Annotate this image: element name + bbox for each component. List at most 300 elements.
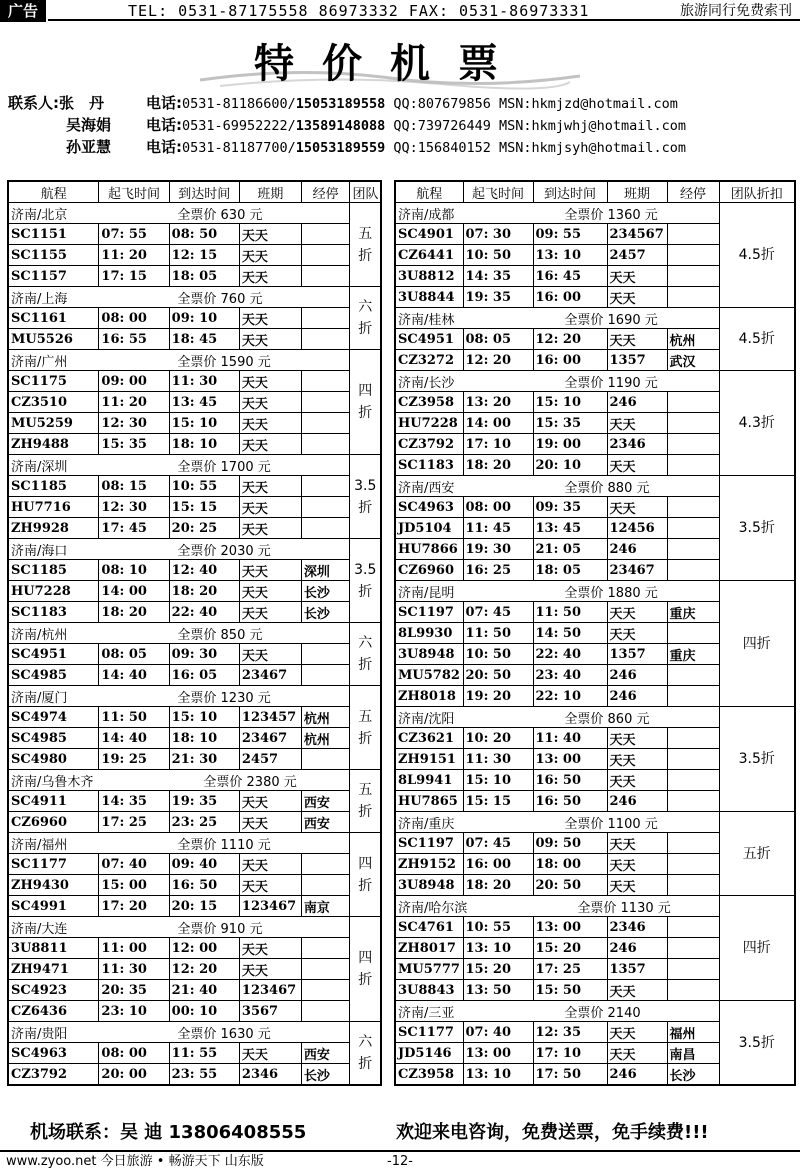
full-price: 全票价 1880 元: [564, 585, 658, 601]
flight-row: [8, 329, 381, 350]
group-discount: 六折: [350, 287, 381, 350]
arrival-time: 21: 05: [533, 539, 607, 560]
full-price: 全票价 760 元: [177, 291, 263, 307]
departure-time: 13: 50: [463, 980, 533, 1001]
departure-time: 17: 45: [99, 518, 169, 539]
stopover: 杭州: [301, 707, 350, 728]
schedule: 天天: [607, 770, 667, 791]
stopover: 福州: [667, 1022, 719, 1043]
departure-time: 15: 10: [463, 770, 533, 791]
flight-number: ZH9151: [395, 749, 463, 770]
flight-number: SC1197: [395, 602, 463, 623]
arrival-time: 09: 10: [169, 308, 239, 329]
flight-number: MU5526: [8, 329, 99, 350]
schedule: 天天: [239, 875, 301, 896]
schedule: 天天: [239, 476, 301, 497]
route-name: 济南/乌鲁木齐: [11, 774, 94, 790]
flight-number: JD5146: [395, 1043, 463, 1064]
schedule: 1357: [607, 350, 667, 371]
schedule: 123467: [239, 980, 301, 1001]
departure-time: 08: 00: [99, 308, 169, 329]
route-row: [395, 896, 795, 917]
arrival-time: 13: 45: [169, 392, 239, 413]
schedule: 12456: [607, 518, 667, 539]
departure-time: 11: 45: [463, 518, 533, 539]
stopover: [301, 392, 350, 413]
arrival-time: 13: 00: [533, 749, 607, 770]
stopover: [667, 560, 719, 581]
schedule: 天天: [239, 959, 301, 980]
route-name: 济南/沈阳: [398, 711, 455, 727]
ad-label: 广告: [0, 0, 46, 22]
flight-row: [8, 392, 381, 413]
route-row: [8, 539, 381, 560]
arrival-time: 20: 50: [533, 875, 607, 896]
departure-time: 12: 30: [99, 413, 169, 434]
flight-row: [8, 896, 381, 917]
arrival-time: 08: 50: [169, 224, 239, 245]
flight-number: JD5104: [395, 518, 463, 539]
flight-number: ZH9430: [8, 875, 99, 896]
left-fare-table: [7, 180, 382, 1086]
departure-time: 14: 00: [463, 413, 533, 434]
flight-number: SC1183: [8, 602, 99, 623]
stopover: [667, 665, 719, 686]
stopover: [667, 392, 719, 413]
flight-number: SC1151: [8, 224, 99, 245]
route-row: [8, 686, 381, 707]
arrival-time: 22: 10: [533, 686, 607, 707]
route-cell: [395, 371, 719, 392]
departure-time: 19: 20: [463, 686, 533, 707]
stopover: 深圳: [301, 560, 350, 581]
full-price: 全票价 910 元: [177, 921, 263, 937]
schedule: 天天: [607, 266, 667, 287]
flight-number: MU5782: [395, 665, 463, 686]
schedule: 天天: [607, 875, 667, 896]
column-header: 航程: [8, 181, 99, 203]
full-price: 全票价 1360 元: [564, 207, 658, 223]
route-cell: [8, 770, 350, 791]
arrival-time: 18: 10: [169, 728, 239, 749]
flight-number: 3U8843: [395, 980, 463, 1001]
route-name: 济南/大连: [11, 921, 68, 937]
departure-time: 10: 50: [463, 245, 533, 266]
schedule: 天天: [239, 266, 301, 287]
route-cell: [8, 455, 350, 476]
stopover: [301, 329, 350, 350]
flight-row: [8, 749, 381, 770]
departure-time: 14: 00: [99, 581, 169, 602]
schedule: 2457: [239, 749, 301, 770]
schedule: 246: [607, 539, 667, 560]
full-price: 全票价 1100 元: [564, 816, 658, 832]
departure-time: 07: 40: [99, 854, 169, 875]
stopover: [667, 980, 719, 1001]
arrival-time: 21: 40: [169, 980, 239, 1001]
qq-number: QQ:739726449: [393, 118, 491, 134]
arrival-time: 20: 25: [169, 518, 239, 539]
flight-number: SC4985: [8, 728, 99, 749]
group-discount: 4.5折: [719, 308, 795, 371]
schedule: 天天: [239, 245, 301, 266]
route-row: [8, 917, 381, 938]
full-price: 全票价 1690 元: [564, 312, 658, 328]
schedule: 天天: [607, 728, 667, 749]
flight-row: [8, 266, 381, 287]
route-row: [395, 371, 795, 392]
route-name: 济南/杭州: [11, 627, 68, 643]
flight-row: [8, 245, 381, 266]
arrival-time: 15: 10: [169, 413, 239, 434]
full-price: 全票价 1110 元: [177, 837, 271, 853]
flight-number: SC1155: [8, 245, 99, 266]
schedule: 天天: [239, 392, 301, 413]
route-cell: [8, 1022, 350, 1043]
arrival-time: 23: 55: [169, 1064, 239, 1086]
arrival-time: 23: 40: [533, 665, 607, 686]
schedule: 天天: [239, 581, 301, 602]
departure-time: 08: 15: [99, 476, 169, 497]
stopover: [667, 749, 719, 770]
footer: [0, 1112, 800, 1148]
departure-time: 08: 05: [99, 644, 169, 665]
route-name: 济南/厦门: [11, 690, 68, 706]
schedule: 天天: [239, 308, 301, 329]
flight-row: [8, 413, 381, 434]
flight-number: SC1197: [395, 833, 463, 854]
column-header: 经停: [667, 181, 719, 203]
flight-row: [8, 875, 381, 896]
schedule: 2457: [607, 245, 667, 266]
arrival-time: 15: 35: [533, 413, 607, 434]
bottom-bar: [0, 1153, 800, 1171]
arrival-time: 11: 30: [169, 371, 239, 392]
route-name: 济南/桂林: [398, 312, 455, 328]
column-header: 经停: [301, 181, 350, 203]
departure-time: 15: 20: [463, 959, 533, 980]
flight-row: [8, 665, 381, 686]
group-discount: 3.5折: [719, 1001, 795, 1086]
route-row: [395, 812, 795, 833]
title-block: [180, 36, 600, 92]
full-price: 全票价 2140: [564, 1005, 641, 1021]
departure-time: 10: 20: [463, 728, 533, 749]
arrival-time: 16: 00: [533, 287, 607, 308]
arrival-time: 16: 50: [169, 875, 239, 896]
flight-number: CZ3510: [8, 392, 99, 413]
stopover: [301, 854, 350, 875]
msn-account: MSN:hkmjwhj@hotmail.com: [499, 118, 686, 134]
flight-number: SC1157: [8, 266, 99, 287]
header-contact: TEL: 0531-87175558 86973332 FAX: 0531-86973331: [128, 2, 590, 20]
group-discount: 五折: [350, 203, 381, 287]
flight-number: HU7865: [395, 791, 463, 812]
stopover: [667, 455, 719, 476]
header-slogan: 旅游同行免费索刊: [680, 3, 792, 19]
flight-row: [8, 581, 381, 602]
stopover: [301, 749, 350, 770]
msn-account: MSN:hkmjzd@hotmail.com: [499, 96, 678, 112]
stopover: [667, 959, 719, 980]
flight-number: ZH9152: [395, 854, 463, 875]
mobile-number: 15053189559: [295, 140, 386, 156]
arrival-time: 13: 10: [533, 245, 607, 266]
flight-number: CZ6436: [8, 1001, 99, 1022]
flight-number: 8L9930: [395, 623, 463, 644]
route-row: [395, 203, 795, 224]
route-row: [8, 287, 381, 308]
route-row: [8, 833, 381, 854]
stopover: [667, 728, 719, 749]
airport-contact: 机场联系：吴 迪 13806408555: [30, 1122, 307, 1143]
schedule: 天天: [607, 623, 667, 644]
departure-time: 11: 50: [99, 707, 169, 728]
route-name: 济南/广州: [11, 354, 68, 370]
flight-number: MU5777: [395, 959, 463, 980]
departure-time: 11: 20: [99, 245, 169, 266]
column-header: 起飞时间: [463, 181, 533, 203]
stopover: 西安: [301, 1043, 350, 1064]
route-row: [8, 455, 381, 476]
group-discount: 四折: [719, 581, 795, 707]
departure-time: 14: 40: [99, 728, 169, 749]
stopover: [301, 224, 350, 245]
arrival-time: 20: 15: [169, 896, 239, 917]
flight-number: CZ3792: [8, 1064, 99, 1086]
contact-name: 孙亚慧: [66, 138, 112, 156]
route-cell: [395, 812, 719, 833]
schedule: 23467: [607, 560, 667, 581]
flight-row: [8, 791, 381, 812]
full-price: 全票价 1590 元: [177, 354, 271, 370]
departure-time: 08: 00: [463, 497, 533, 518]
contact-name: 联系人:张 丹: [8, 94, 104, 112]
full-price: 全票价 860 元: [564, 711, 650, 727]
schedule: 246: [607, 791, 667, 812]
flight-number: CZ3272: [395, 350, 463, 371]
route-name: 济南/昆明: [398, 585, 455, 601]
departure-time: 11: 00: [99, 938, 169, 959]
departure-time: 13: 10: [463, 938, 533, 959]
route-cell: [8, 203, 350, 224]
route-name: 济南/北京: [11, 207, 68, 223]
stopover: [667, 518, 719, 539]
schedule: 天天: [607, 1022, 667, 1043]
stopover: [301, 413, 350, 434]
arrival-time: 23: 25: [169, 812, 239, 833]
arrival-time: 15: 15: [169, 497, 239, 518]
flight-number: SC4974: [8, 707, 99, 728]
departure-time: 14: 40: [99, 665, 169, 686]
group-discount: 六折: [350, 623, 381, 686]
flight-number: CZ3958: [395, 1064, 463, 1086]
group-discount: 四折: [719, 896, 795, 1001]
departure-time: 11: 50: [463, 623, 533, 644]
column-header: 团队折扣: [719, 181, 795, 203]
group-discount: 六折: [350, 1022, 381, 1086]
table-header-row: [8, 181, 381, 203]
arrival-time: 22: 40: [169, 602, 239, 623]
column-header: 起飞时间: [99, 181, 169, 203]
departure-time: 19: 30: [463, 539, 533, 560]
full-price: 全票价 2380 元: [203, 774, 297, 790]
departure-time: 19: 25: [99, 749, 169, 770]
stopover: [667, 938, 719, 959]
flight-number: SC4991: [8, 896, 99, 917]
flight-row: [8, 959, 381, 980]
arrival-time: 18: 10: [169, 434, 239, 455]
column-header: 到达时间: [169, 181, 239, 203]
departure-time: 11: 30: [463, 749, 533, 770]
schedule: 2346: [607, 434, 667, 455]
route-name: 济南/西安: [398, 480, 455, 496]
stopover: [301, 371, 350, 392]
stopover: [301, 644, 350, 665]
website-line: www.zyoo.net 今日旅游 • 畅游天下 山东版: [6, 1154, 264, 1169]
flight-number: 3U8812: [395, 266, 463, 287]
flight-number: SC4963: [8, 1043, 99, 1064]
stopover: [667, 245, 719, 266]
departure-time: 16: 25: [463, 560, 533, 581]
msn-account: MSN:hkmjsyh@hotmail.com: [499, 140, 686, 156]
arrival-time: 14: 50: [533, 623, 607, 644]
route-cell: [8, 539, 350, 560]
stopover: [667, 875, 719, 896]
full-price: 全票价 850 元: [177, 627, 263, 643]
schedule: 天天: [239, 1043, 301, 1064]
route-cell: [395, 707, 719, 728]
flight-row: [8, 1001, 381, 1022]
flight-row: [8, 938, 381, 959]
schedule: 246: [607, 1064, 667, 1086]
arrival-time: 09: 30: [169, 644, 239, 665]
schedule: 天天: [239, 791, 301, 812]
flight-number: CZ6960: [395, 560, 463, 581]
schedule: 天天: [239, 329, 301, 350]
departure-time: 18: 20: [99, 602, 169, 623]
route-name: 济南/福州: [11, 837, 68, 853]
schedule: 天天: [607, 413, 667, 434]
route-cell: [395, 476, 719, 497]
arrival-time: 12: 20: [533, 329, 607, 350]
departure-time: 15: 15: [463, 791, 533, 812]
contact-name: 吴海娟: [66, 116, 112, 134]
flight-number: 8L9941: [395, 770, 463, 791]
flight-number: ZH8017: [395, 938, 463, 959]
schedule: 2346: [607, 917, 667, 938]
stopover: 长沙: [301, 602, 350, 623]
arrival-time: 15: 50: [533, 980, 607, 1001]
flight-number: SC1183: [395, 455, 463, 476]
departure-time: 17: 20: [99, 896, 169, 917]
flight-number: HU7866: [395, 539, 463, 560]
route-cell: [395, 308, 719, 329]
arrival-time: 00: 10: [169, 1001, 239, 1022]
schedule: 天天: [239, 497, 301, 518]
stopover: [301, 980, 350, 1001]
stopover: [667, 686, 719, 707]
group-discount: 4.5折: [719, 203, 795, 308]
departure-time: 18: 20: [463, 875, 533, 896]
route-name: 济南/哈尔滨: [398, 900, 468, 916]
stopover: [301, 266, 350, 287]
stopover: [301, 938, 350, 959]
flight-number: 3U8811: [8, 938, 99, 959]
flight-number: HU7228: [395, 413, 463, 434]
column-header: 到达时间: [533, 181, 607, 203]
flight-number: SC1185: [8, 560, 99, 581]
route-name: 济南/长沙: [398, 375, 455, 391]
route-name: 济南/重庆: [398, 816, 455, 832]
arrival-time: 15: 10: [169, 707, 239, 728]
schedule: 246: [607, 938, 667, 959]
schedule: 天天: [607, 833, 667, 854]
qq-number: QQ:807679856: [393, 96, 491, 112]
departure-time: 07: 45: [463, 602, 533, 623]
flight-number: ZH9488: [8, 434, 99, 455]
flight-number: CZ3958: [395, 392, 463, 413]
arrival-time: 09: 50: [533, 833, 607, 854]
flight-number: SC4985: [8, 665, 99, 686]
flight-row: [8, 854, 381, 875]
group-discount: 四折: [350, 350, 381, 455]
flight-row: [8, 707, 381, 728]
route-cell: [8, 917, 350, 938]
route-row: [395, 476, 795, 497]
flight-number: CZ3792: [395, 434, 463, 455]
column-header: 航程: [395, 181, 463, 203]
flight-row: [8, 434, 381, 455]
route-name: 济南/成都: [398, 207, 455, 223]
flight-row: [8, 371, 381, 392]
schedule: 246: [607, 392, 667, 413]
stopover: [667, 791, 719, 812]
stopover: [667, 434, 719, 455]
phone-number: 0531-81186600/: [182, 96, 296, 112]
arrival-time: 12: 40: [169, 560, 239, 581]
route-cell: [8, 686, 350, 707]
schedule: 天天: [239, 413, 301, 434]
stopover: [667, 287, 719, 308]
arrival-time: 21: 30: [169, 749, 239, 770]
departure-time: 17: 25: [99, 812, 169, 833]
table-header-row: [395, 181, 795, 203]
departure-time: 20: 35: [99, 980, 169, 1001]
route-name: 济南/三亚: [398, 1005, 455, 1021]
route-row: [395, 707, 795, 728]
schedule: 天天: [239, 644, 301, 665]
route-cell: [395, 581, 719, 602]
stopover: [667, 833, 719, 854]
stopover: 西安: [301, 812, 350, 833]
flight-number: SC1175: [8, 371, 99, 392]
departure-time: 10: 50: [463, 644, 533, 665]
phone-label: 电话:: [146, 116, 182, 134]
flight-number: CZ6441: [395, 245, 463, 266]
schedule: 天天: [239, 602, 301, 623]
group-discount: 3.5折: [350, 539, 381, 623]
full-price: 全票价 1630 元: [177, 1026, 271, 1042]
flight-number: SC1161: [8, 308, 99, 329]
stopover: [667, 854, 719, 875]
departure-time: 12: 20: [463, 350, 533, 371]
flight-row: [8, 812, 381, 833]
arrival-time: 09: 35: [533, 497, 607, 518]
page-header: [0, 0, 800, 22]
arrival-time: 18: 05: [169, 266, 239, 287]
arrival-time: 09: 40: [169, 854, 239, 875]
